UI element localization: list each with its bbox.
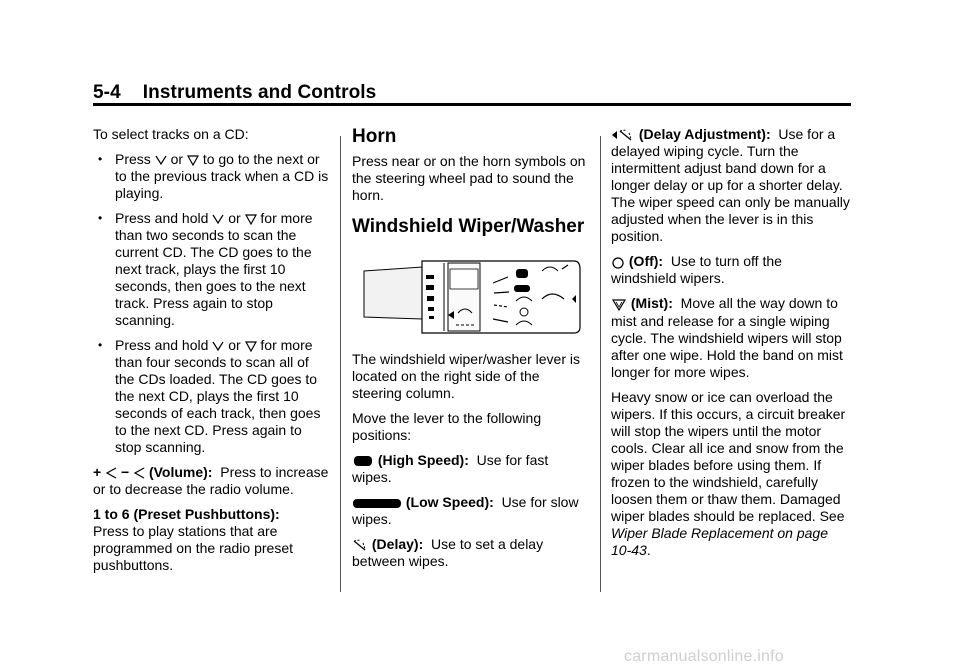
bullet-dot: • bbox=[98, 338, 103, 352]
off-item: (Off): Use to turn off the windshield wipers. bbox=[611, 253, 782, 287]
seek-up-icon bbox=[212, 213, 224, 225]
bullet-dot: • bbox=[98, 211, 103, 225]
horn-text: Press near or on the horn symbols on the steering wheel pad to sound the horn. bbox=[352, 153, 586, 203]
wiper-lever-illustration bbox=[352, 249, 588, 339]
low-speed-icon bbox=[352, 496, 402, 510]
page-header bbox=[93, 82, 851, 104]
chapter-title: Instruments and Controls bbox=[142, 82, 377, 103]
cd-intro: To select tracks on a CD: bbox=[93, 126, 249, 142]
snow-paragraph: Heavy snow or ice can overload the wipers. If this occurs, a circuit breaker will stop the wipers until the motor cools. Clear all ice and snow from the wiper blades before using them. If frozen to the windshield, carefully loosen them or thaw them. Damaged wiper blades should be replaced. See Wiper Blade Replacement on page 10-43. bbox=[611, 388, 846, 558]
seek-down-icon bbox=[187, 154, 199, 166]
preset-paragraph: 1 to 6 (Preset Pushbuttons): Press to play stations that are programmed on the radio preset pushbuttons. bbox=[93, 506, 293, 573]
bullet-dot: • bbox=[98, 152, 103, 166]
column-divider bbox=[340, 136, 341, 592]
seek-up-icon bbox=[212, 340, 224, 352]
move-lever-text: Move the lever to the following positions: bbox=[352, 410, 542, 443]
column-1 bbox=[93, 126, 329, 582]
mist-item: (Mist): Move all the way down to mist and release for a single wiping cycle. The windshield wipers will stop after one wipe. Hold the band on mist longer for more wipes. bbox=[611, 295, 843, 380]
bullet-next-track: • Press or to go to the next or to the previous track when a CD is playing. bbox=[98, 151, 329, 201]
mist-icon bbox=[611, 297, 627, 313]
bullet-scan-cd: • Press and hold or for more than four seconds to scan all of the CDs loaded. The CD goes to the next CD, plays the first 10 seconds of each track, then goes to the next CD. Press again to stop scanning. bbox=[98, 337, 321, 455]
delay-item: (Delay): Use to set a delay between wipes. bbox=[352, 536, 544, 570]
high-speed-icon bbox=[352, 454, 374, 468]
delay-adjust-icon bbox=[611, 127, 635, 143]
wiper-heading: Windshield Wiper/Washer bbox=[352, 216, 585, 237]
low-speed-item: (Low Speed): Use for slow wipes. bbox=[352, 494, 579, 527]
volume-paragraph: + − (Volume): Press to increase or to decrease the radio volume. bbox=[93, 464, 329, 497]
wiper-intro: The windshield wiper/washer lever is located on the right side of the steering column. bbox=[352, 351, 580, 401]
bullet-scan-track: • Press and hold or for more than two seconds to scan the current CD. The CD goes to the next track, plays the first 10 seconds, then goes to the next track. Press again to stop scanning. bbox=[98, 210, 313, 328]
horn-heading: Horn bbox=[352, 126, 397, 147]
volume-icon bbox=[105, 467, 117, 479]
seek-down-icon bbox=[245, 213, 257, 225]
seek-up-icon bbox=[155, 154, 167, 166]
watermark: carmanualsonline.info bbox=[624, 648, 784, 665]
wiper-blade-link[interactable]: Wiper Blade Replacement on page 10-43 bbox=[611, 524, 829, 558]
seek-down-icon bbox=[245, 340, 257, 352]
section-number: 5-4 bbox=[93, 82, 121, 103]
column-2 bbox=[352, 126, 588, 578]
page-title bbox=[93, 82, 851, 104]
delay-adjustment-item: (Delay Adjustment): Use for a delayed wiping cycle. Turn the intermittent adjust band down for a longer delay or up for a shorter delay. The wiper speed can only be manually adjusted when the lever is in this position. bbox=[611, 126, 850, 245]
volume-icon bbox=[133, 467, 145, 479]
delay-wiper-icon bbox=[352, 537, 368, 553]
header-rule bbox=[93, 103, 851, 106]
high-speed-item: (High Speed): Use for fast wipes. bbox=[352, 452, 549, 485]
column-divider bbox=[600, 136, 601, 592]
off-icon bbox=[611, 256, 625, 270]
column-3 bbox=[611, 126, 851, 567]
